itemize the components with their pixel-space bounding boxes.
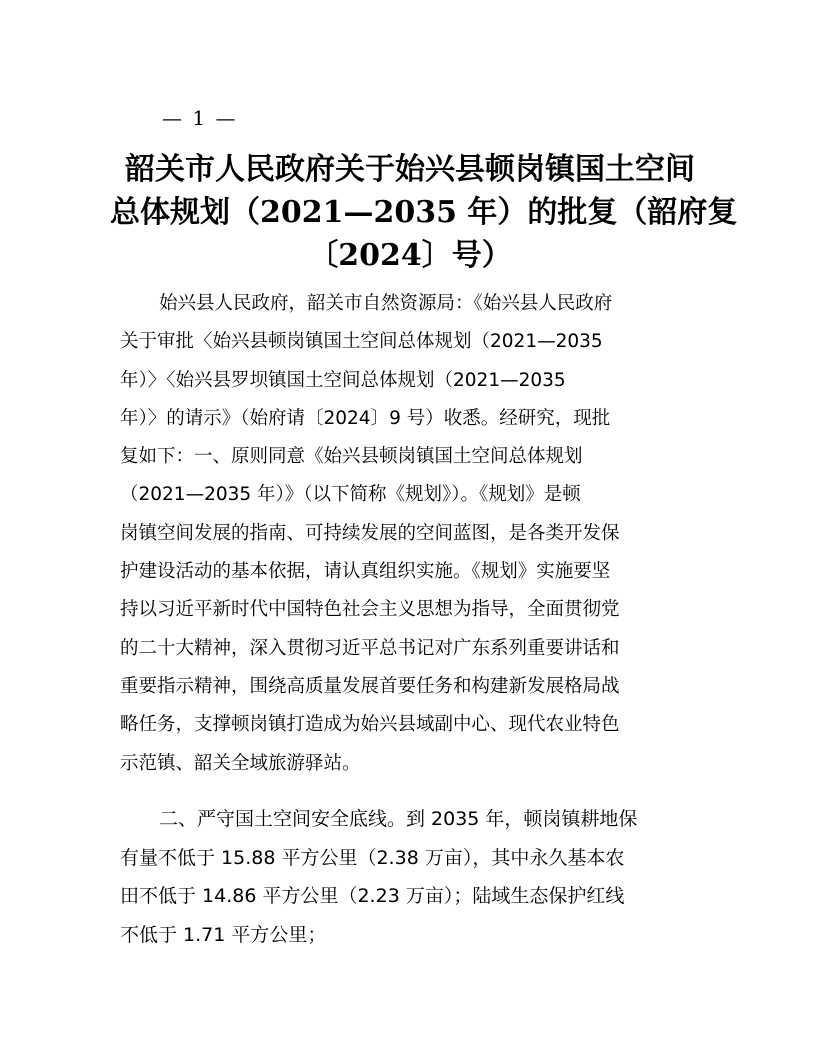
body-line: 关于审批〈始兴县顿岗镇国土空间总体规划（2021—2035 — [120, 331, 603, 353]
body-paragraph — [120, 285, 700, 783]
section-line: 有量不低于 15.88 平方公里（2.38 万亩），其中永久基本农 — [120, 846, 625, 869]
body-line: 示范镇、韶关全域旅游驿站。 — [120, 752, 361, 774]
page-number: — 1 — — [162, 106, 238, 130]
body-line: 护建设活动的基本依据，请认真组织实施。《规划》实施要坚 — [120, 561, 611, 583]
title-line: 〔2024〕号） — [308, 238, 512, 273]
body-line: 略任务，支撑顿岗镇打造成为始兴县域副中心、现代农业特色 — [120, 714, 620, 736]
body-line: 年）〉〈始兴县罗坝镇国土空间总体规划（2021—2035 — [120, 369, 566, 391]
body-line: （2021—2035 年）》（以下简称《规划》）。《规划》是顿 — [120, 484, 581, 506]
document-title — [110, 148, 738, 277]
body-line: 年）〉的请示》（始府请〔2024〕9 号）收悉。经研究，现批 — [120, 407, 611, 429]
title-line: 韶关市人民政府关于始兴县顿岗镇国土空间 — [125, 152, 695, 187]
section-line: 不低于 1.71 平方公里； — [120, 923, 327, 946]
body-line: 始兴县人民政府，韶关市自然资源局：《始兴县人民政府 — [159, 293, 613, 314]
body-line: 重要指示精神，围绕高质量发展首要任务和构建新发展格局战 — [120, 675, 620, 697]
section-two-paragraph — [120, 800, 700, 954]
body-line: 岗镇空间发展的指南、可持续发展的空间蓝图，是各类开发保 — [120, 522, 620, 544]
body-line: 复如下：一、原则同意《始兴县顿岗镇国土空间总体规划 — [120, 446, 583, 468]
title-line: 总体规划（2021—2035 年）的批复（韶府复 — [110, 195, 738, 230]
section-line: 田不低于 14.86 平方公里（2.23 万亩）；陆域生态保护红线 — [120, 885, 625, 907]
body-line: 持以习近平新时代中国特色社会主义思想为指导，全面贯彻党 — [120, 599, 620, 621]
section-line: 二、严守国土空间安全底线。到 2035 年，顿岗镇耕地保 — [159, 808, 638, 830]
body-line: 的二十大精神，深入贯彻习近平总书记对广东系列重要讲话和 — [120, 637, 620, 659]
